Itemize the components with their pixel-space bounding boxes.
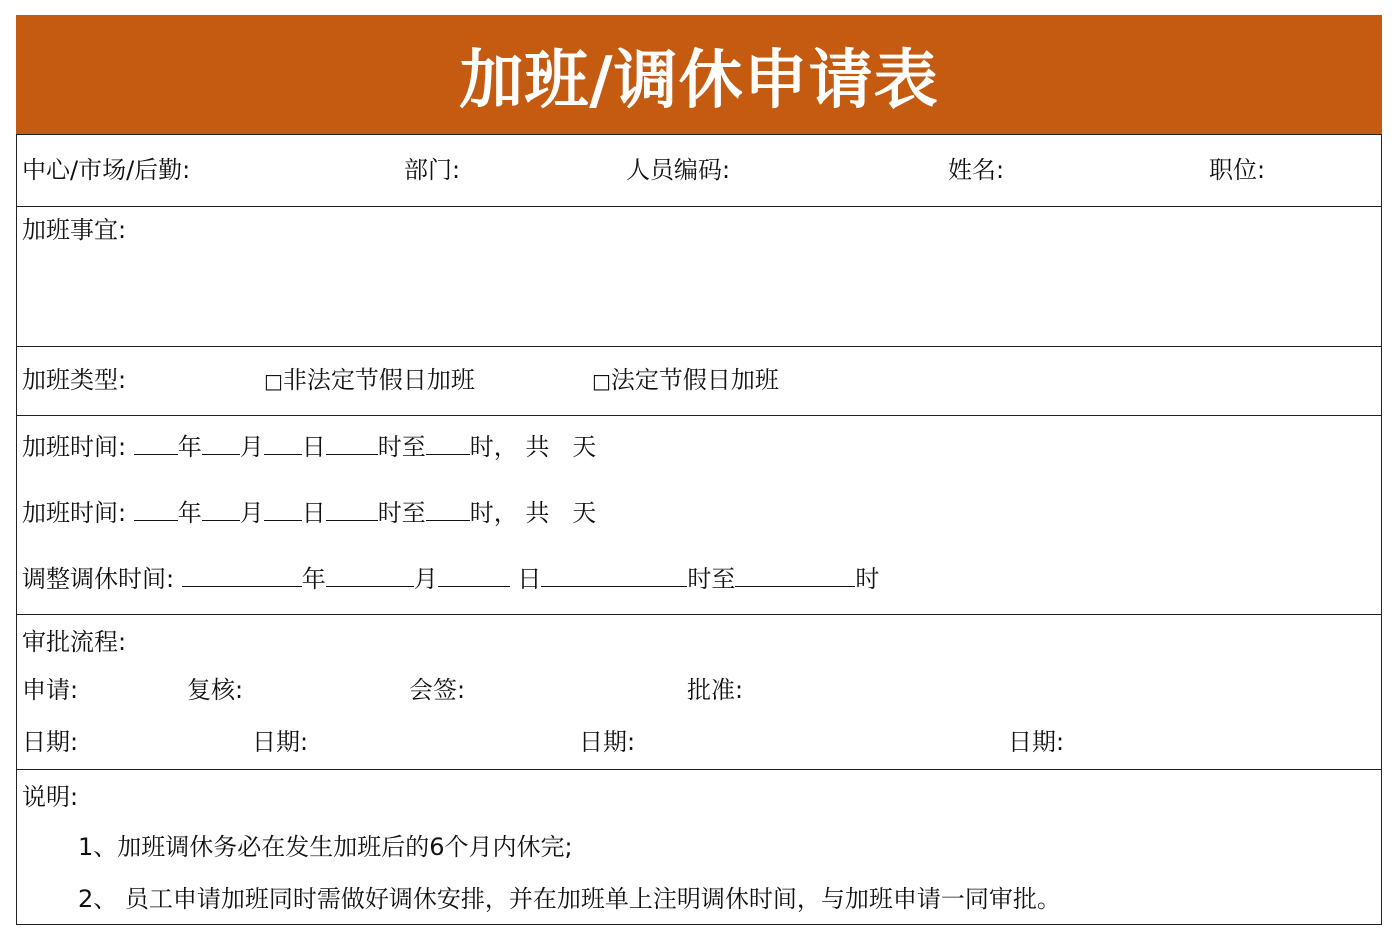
date-label: 日期: [579,728,636,756]
overtime-time-line-2 [22,498,596,528]
time-row [17,416,1381,615]
date-label: 日期: [22,728,79,756]
day-blank[interactable] [438,564,510,587]
year-blank[interactable] [134,432,178,455]
year-label: 年 [177,433,202,461]
month-label: 月 [239,433,264,461]
form-sheet [16,15,1382,925]
approval-label: 审批流程: [22,628,127,656]
day-blank[interactable] [264,498,302,521]
month-blank[interactable] [202,498,240,521]
month-blank[interactable] [326,564,414,587]
adjust-time-line [22,564,879,594]
day-label: 日 [517,565,542,593]
dept-label: 部门: [404,156,461,184]
hour-start-blank[interactable] [326,498,378,521]
days-label: 天 [572,433,597,461]
position-label: 职位: [1209,156,1266,184]
month-blank[interactable] [202,432,240,455]
type-row [17,347,1381,416]
form-title: 加班/调休申请表 [459,44,939,118]
type-option-holiday-label: 法定节假日加班 [610,366,779,394]
overtime-time-line-1 [22,432,596,462]
notes-row [17,770,1381,924]
note-item: 1、加班调休务必在发生加班后的6个月内休完; [78,833,573,861]
hour-label: 时 [855,565,880,593]
hour-to-label: 时至 [377,499,426,527]
note-item: 2、 员工申请加班同时需做好调休安排，并在加班单上注明调休时间，与加班申请一同审批。 [78,885,1061,913]
hour-end-blank[interactable] [426,432,470,455]
total-label: 共 [525,433,550,461]
hour-to-label: 时至 [687,565,736,593]
year-blank[interactable] [182,564,302,587]
checkbox-icon[interactable]: □ [592,369,611,393]
matter-label: 加班事宜: [22,216,127,244]
date-label: 日期: [252,728,309,756]
countersign-label: 会签: [409,676,466,704]
hour-end-blank[interactable] [426,498,470,521]
info-row [17,135,1381,207]
adjust-time-label: 调整调休时间: [22,565,175,593]
approval-row [17,615,1381,770]
name-label: 姓名: [948,156,1005,184]
hour-label: 时， [469,499,518,527]
year-label: 年 [177,499,202,527]
overtime-time-label: 加班时间: [22,433,127,461]
year-label: 年 [301,565,326,593]
matter-row [17,207,1381,347]
type-option-holiday[interactable] [592,365,779,396]
center-label: 中心/市场/后勤: [22,156,191,184]
type-option-regular[interactable] [264,365,475,396]
review-label: 复核: [187,676,244,704]
type-option-regular-label: 非法定节假日加班 [282,366,475,394]
hour-start-blank[interactable] [326,432,378,455]
hour-start-blank[interactable] [541,564,687,587]
day-label: 日 [301,433,326,461]
total-label: 共 [525,499,550,527]
apply-label: 申请: [22,676,79,704]
hour-end-blank[interactable] [735,564,855,587]
approve-label: 批准: [687,676,744,704]
notes-label: 说明: [22,783,79,811]
type-label: 加班类型: [22,366,127,394]
checkbox-icon[interactable]: □ [264,369,283,393]
date-label: 日期: [1008,728,1065,756]
days-label: 天 [572,499,597,527]
title-bar [16,15,1382,135]
year-blank[interactable] [134,498,178,521]
overtime-time-label: 加班时间: [22,499,127,527]
day-label: 日 [301,499,326,527]
staff-code-label: 人员编码: [626,156,731,184]
day-blank[interactable] [264,432,302,455]
month-label: 月 [239,499,264,527]
form-table [16,134,1382,925]
hour-label: 时， [469,433,518,461]
month-label: 月 [413,565,438,593]
hour-to-label: 时至 [377,433,426,461]
